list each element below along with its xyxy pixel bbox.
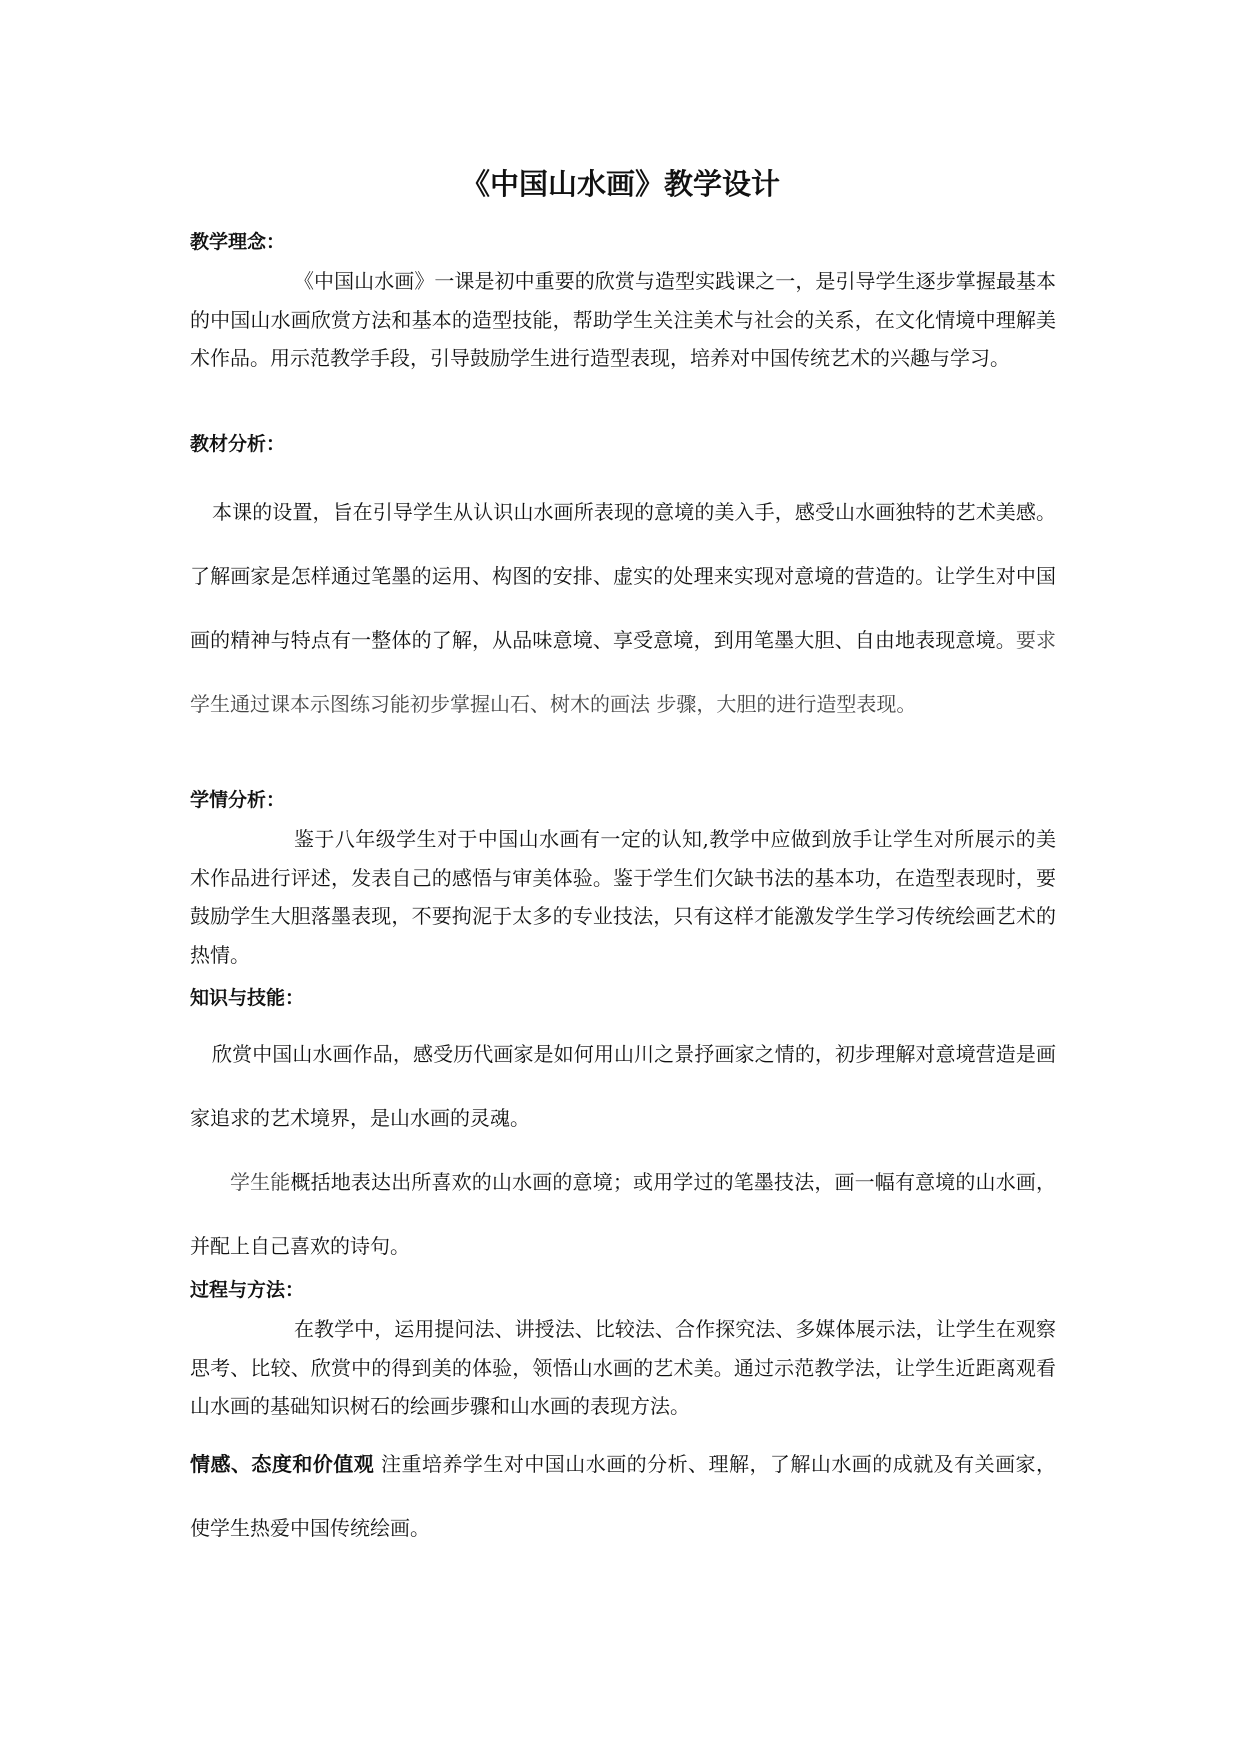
knowledge-skills-text: 概括地表达出所喜欢的山水画的意境；或用学过的笔墨技法，画一幅有意境的山水画，并配上自己喜欢的诗句。 <box>190 1170 1057 1258</box>
paragraph-knowledge-skills-2 <box>190 1150 1056 1278</box>
heading-emotion-values: 情感、态度和价值观 <box>190 1452 375 1476</box>
paragraph-knowledge-skills-1: 欣赏中国山水画作品，感受历代画家是如何用山川之景抒画家之情的，初步理解对意境营造是画家追求的艺术境界，是山水画的灵魂。 <box>190 1042 1056 1130</box>
textbook-analysis-main-text: 本课的设置，旨在引导学生从认识山水画所表现的意境的美入手，感受山水画独特的艺术美感。了解画家是怎样通过笔墨的运用、构图的安排、虚实的处理来实现对意境的营造的。让学生对中国画的精神与特点有一整体的了解，从品味意境、享受意境，到用笔墨大胆、自由地表现意境。 <box>190 500 1056 652</box>
paragraph-process-methods: 在教学中，运用提问法、讲授法、比较法、合作探究法、多媒体展示法，让学生在观察思考、比较、欣赏中的得到美的体验，领悟山水画的艺术美。通过示范教学法，让学生近距离观看山水画的基础知识树石的绘画步骤和山水画的表现方法。 <box>190 1317 1056 1418</box>
paragraph-emotion-values <box>190 1432 1056 1560</box>
knowledge-skills-lead: 学生能 <box>230 1170 291 1194</box>
textbook-analysis-requirement-text: 要求学生通过课本示图练习能初步掌握山石、树木的画法 步骤，大胆的进行造型表现。 <box>190 628 1057 716</box>
heading-process-methods: 过程与方法： <box>190 1279 305 1301</box>
heading-knowledge-skills: 知识与技能： <box>190 987 305 1009</box>
paragraph-textbook-analysis <box>190 480 1056 736</box>
emotion-values-text: 注重培养学生对中国山水画的分析、理解，了解山水画的成就及有关画家，使学生热爱中国传统绘画。 <box>190 1452 1057 1540</box>
paragraph-student-analysis: 鉴于八年级学生对于中国山水画有一定的认知,教学中应做到放手让学生对所展示的美术作品进行评述，发表自己的感悟与审美体验。鉴于学生们欠缺书法的基本功，在造型表现时，要鼓励学生大胆落墨表现，不要拘泥于太多的专业技法，只有这样才能激发学生学习传统绘画艺术的热情。 <box>190 827 1056 967</box>
paragraph-teaching-philosophy: 《中国山水画》一课是初中重要的欣赏与造型实践课之一，是引导学生逐步掌握最基本的中国山水画欣赏方法和基本的造型技能，帮助学生关注美术与社会的关系，在文化情境中理解美术作品。用示范教学手段，引导鼓励学生进行造型表现，培养对中国传统艺术的兴趣与学习。 <box>190 269 1056 370</box>
heading-teaching-philosophy: 教学理念： <box>190 231 286 253</box>
document-title: 《中国山水画》教学设计 <box>460 167 780 201</box>
heading-student-analysis: 学情分析： <box>190 789 286 811</box>
heading-textbook-analysis: 教材分析： <box>190 433 286 455</box>
